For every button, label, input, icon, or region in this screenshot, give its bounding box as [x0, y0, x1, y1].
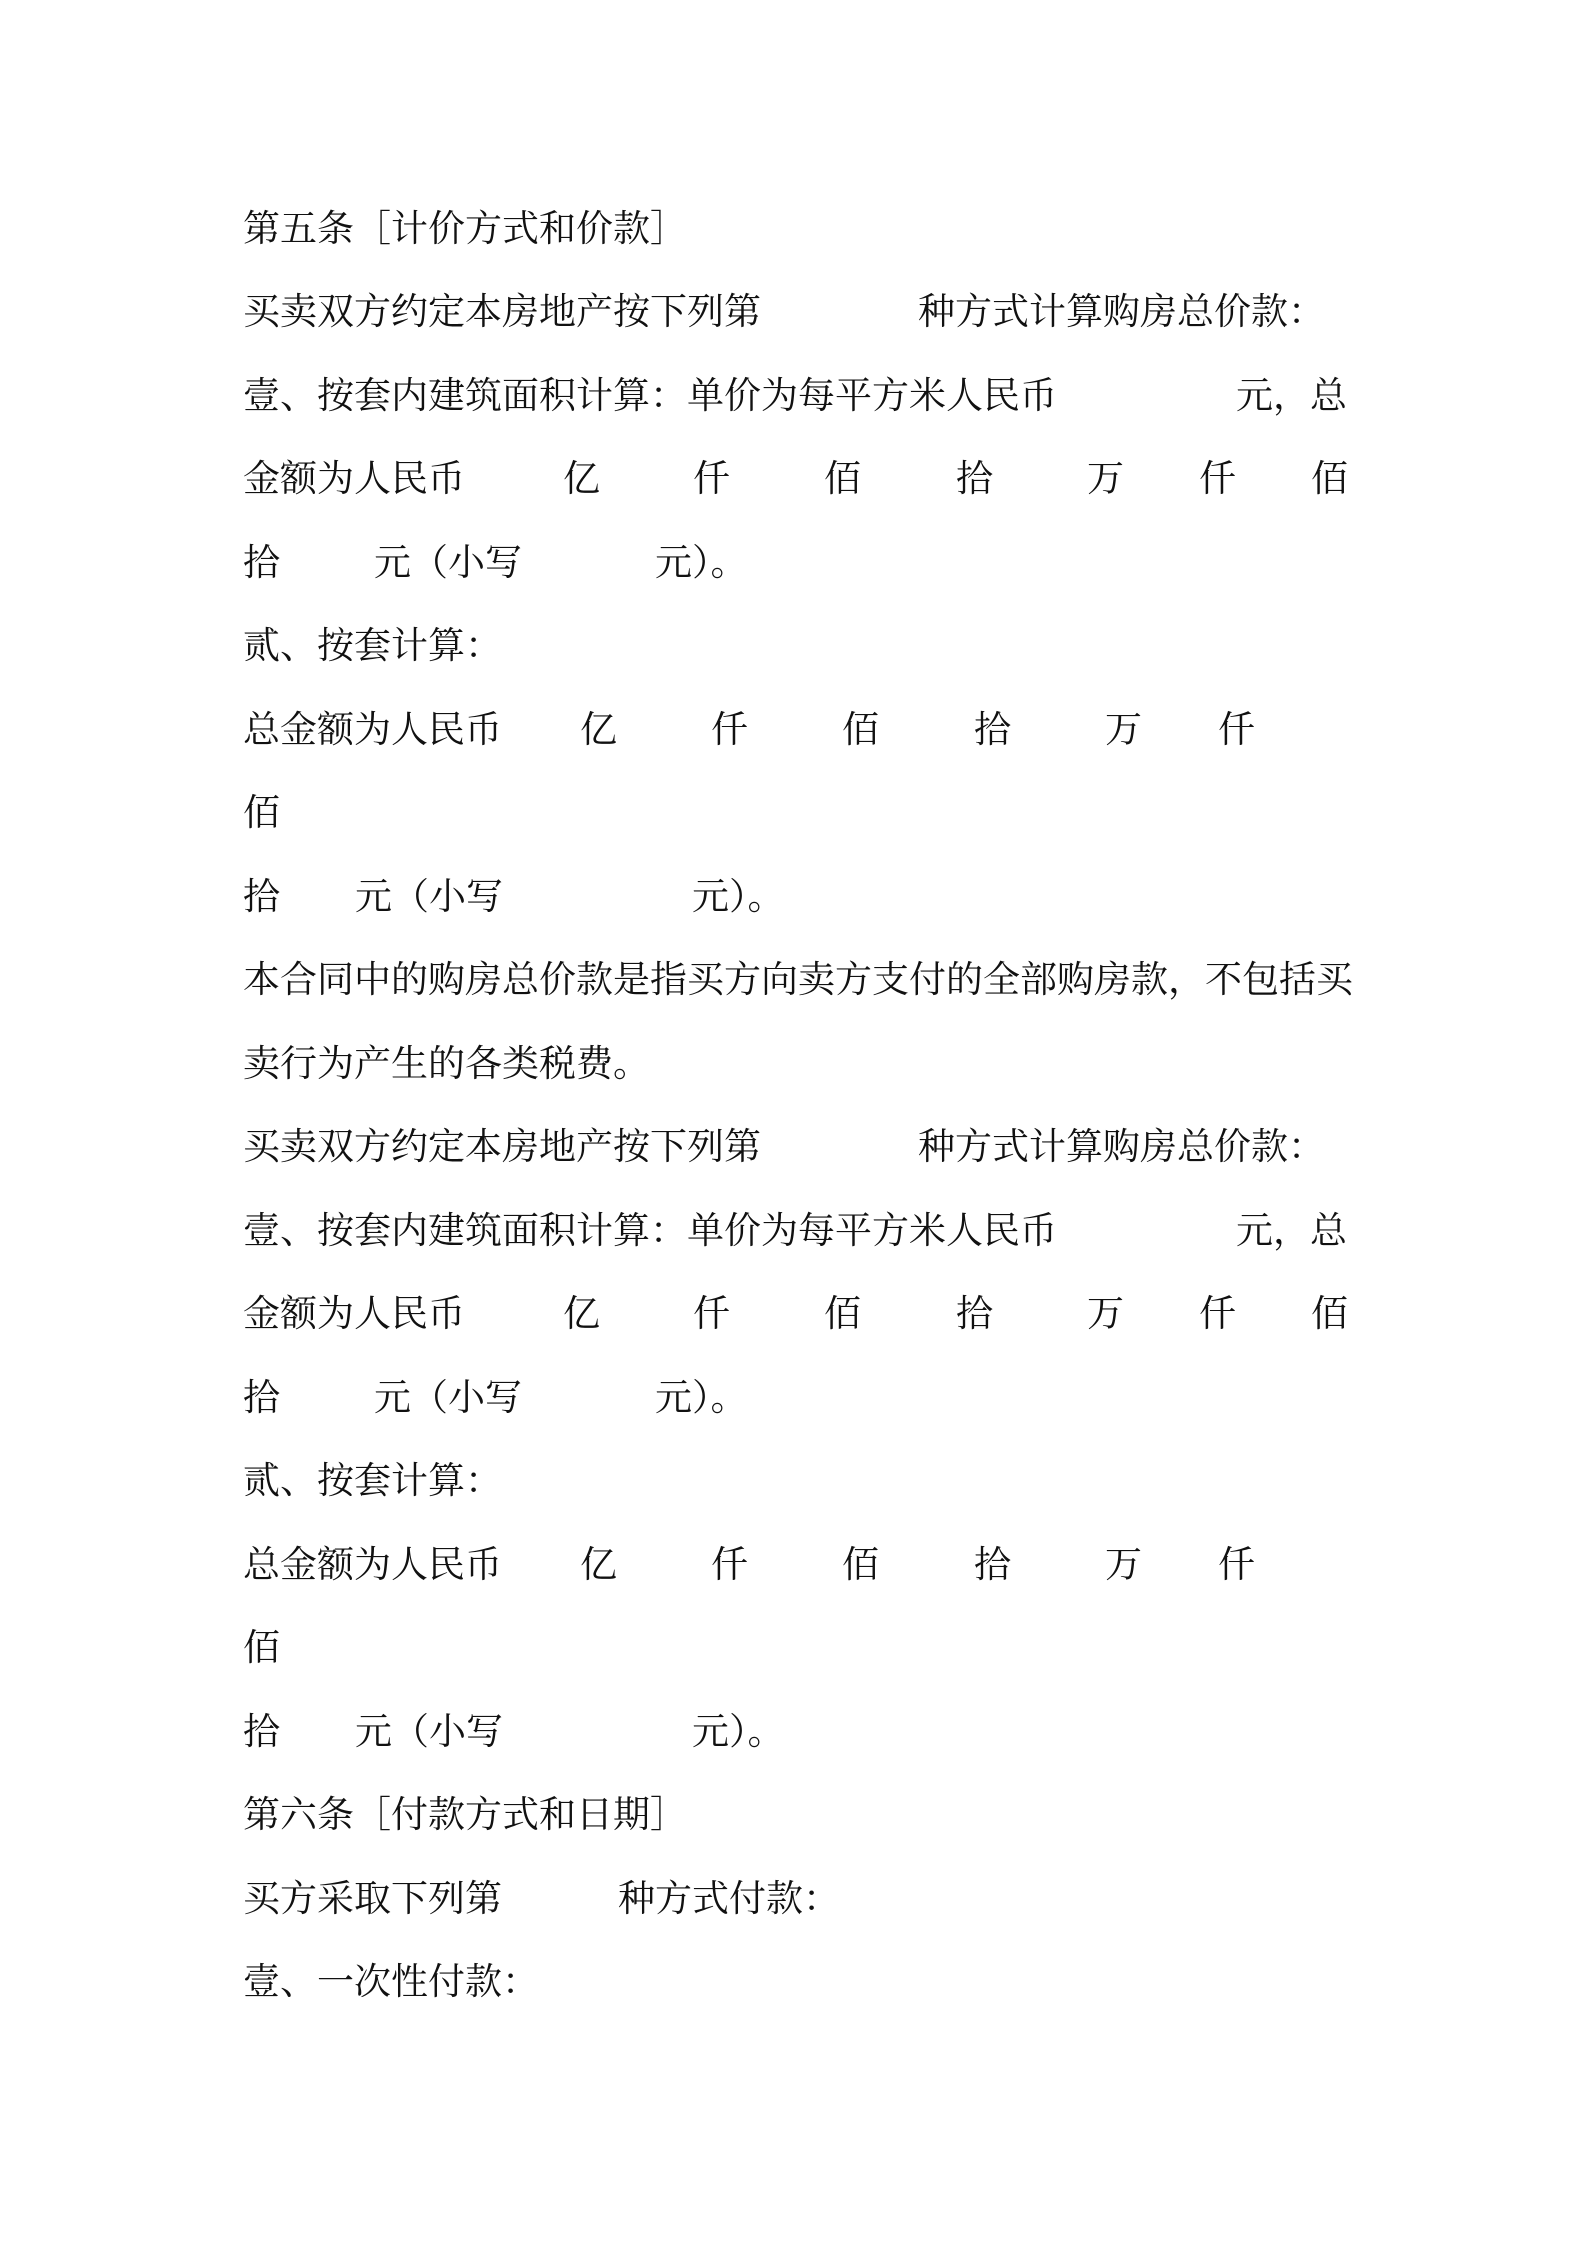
- unit-wan: 万: [1105, 708, 1142, 751]
- total-price-note: 本合同中的购房总价款是指买方向卖方支付的全部购房款，不包括买: [243, 958, 1353, 1001]
- payment-method-post: 种方式付款：: [618, 1877, 840, 1920]
- unit-shi: 拾: [956, 1292, 993, 1335]
- unit-bai: 佰: [842, 708, 879, 751]
- unit-shi: 拾: [974, 1543, 1011, 1586]
- method-select-post: 种方式计算购房总价款：: [918, 290, 1325, 333]
- section-5-heading: 第五条［计价方式和价款］: [243, 207, 687, 250]
- unit-qian-2: 仟: [1218, 1543, 1255, 1586]
- unit-qian-2: 仟: [1199, 1292, 1236, 1335]
- yuan-lowercase-label: 元（小写: [374, 541, 522, 584]
- unit-shi: 拾: [243, 1710, 280, 1753]
- unit-yi: 亿: [563, 457, 600, 500]
- unit-shi: 拾: [956, 457, 993, 500]
- option1-unit-label: 元，总: [1236, 374, 1347, 417]
- total-amount-prefix: 总金额为人民币: [243, 1543, 502, 1586]
- unit-shi: 拾: [243, 1376, 280, 1419]
- total-amount-prefix: 总金额为人民币: [243, 708, 502, 751]
- unit-shi: 拾: [974, 708, 1011, 751]
- yuan-lowercase-label: 元（小写: [374, 1376, 522, 1419]
- unit-qian: 仟: [693, 457, 730, 500]
- amount-prefix: 金额为人民币: [243, 1292, 465, 1335]
- option2-title: 贰、按套计算：: [243, 1459, 502, 1502]
- yuan-lowercase-label: 元（小写: [355, 875, 503, 918]
- unit-bai: 佰: [824, 1292, 861, 1335]
- yuan-lowercase-label: 元（小写: [355, 1710, 503, 1753]
- total-price-note-cont: 卖行为产生的各类税费。: [243, 1042, 650, 1085]
- unit-yi: 亿: [580, 708, 617, 751]
- unit-bai-2: 佰: [1311, 1292, 1348, 1335]
- lump-sum-payment-title: 壹、一次性付款：: [243, 1960, 539, 2003]
- yuan-close-label: 元）。: [655, 541, 748, 584]
- unit-bai: 佰: [824, 457, 861, 500]
- option1-unit-label: 元，总: [1236, 1209, 1347, 1252]
- option2-title: 贰、按套计算：: [243, 624, 502, 667]
- section-6-heading: 第六条［付款方式和日期］: [243, 1793, 687, 1836]
- unit-qian: 仟: [711, 708, 748, 751]
- unit-yi: 亿: [563, 1292, 600, 1335]
- unit-wan: 万: [1105, 1543, 1142, 1586]
- method-select-post: 种方式计算购房总价款：: [918, 1125, 1325, 1168]
- unit-yi: 亿: [580, 1543, 617, 1586]
- option1-unit-price-text: 壹、按套内建筑面积计算：单价为每平方米人民币: [243, 1209, 1057, 1252]
- unit-qian-2: 仟: [1199, 457, 1236, 500]
- payment-method-pre: 买方采取下列第: [243, 1877, 502, 1920]
- unit-qian: 仟: [693, 1292, 730, 1335]
- option1-unit-price-text: 壹、按套内建筑面积计算：单价为每平方米人民币: [243, 374, 1057, 417]
- unit-wan: 万: [1087, 457, 1124, 500]
- amount-prefix: 金额为人民币: [243, 457, 465, 500]
- method-select-pre: 买卖双方约定本房地产按下列第: [243, 1125, 761, 1168]
- method-select-pre: 买卖双方约定本房地产按下列第: [243, 290, 761, 333]
- unit-bai: 佰: [243, 1626, 280, 1669]
- unit-wan: 万: [1087, 1292, 1124, 1335]
- unit-qian-2: 仟: [1218, 708, 1255, 751]
- yuan-close-label: 元）。: [692, 1710, 785, 1753]
- unit-bai: 佰: [842, 1543, 879, 1586]
- unit-bai-2: 佰: [1311, 457, 1348, 500]
- unit-bai: 佰: [243, 791, 280, 834]
- unit-shi: 拾: [243, 875, 280, 918]
- unit-qian: 仟: [711, 1543, 748, 1586]
- yuan-close-label: 元）。: [655, 1376, 748, 1419]
- unit-shi: 拾: [243, 541, 280, 584]
- yuan-close-label: 元）。: [692, 875, 785, 918]
